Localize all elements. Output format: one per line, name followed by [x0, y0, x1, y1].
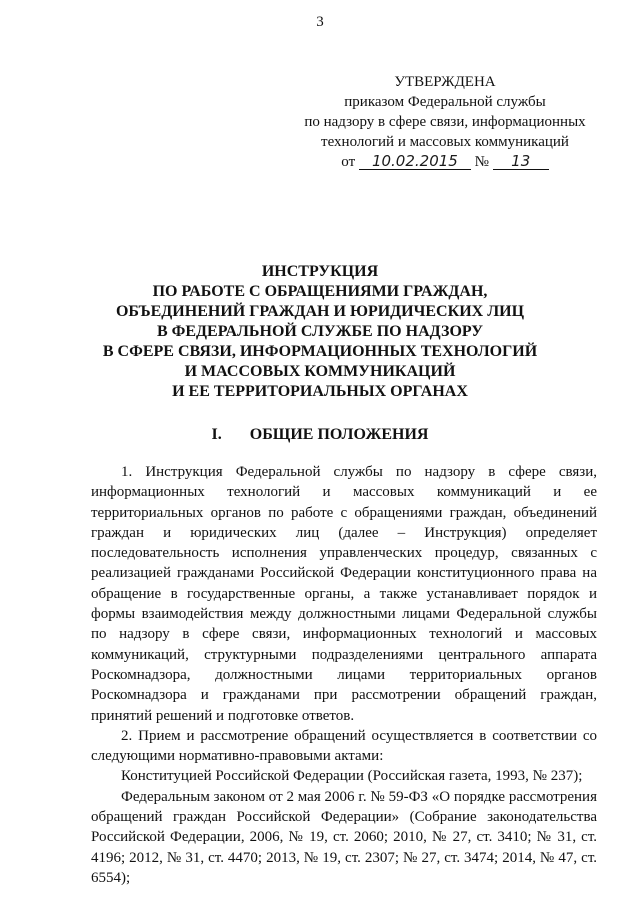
body-text: [91, 462, 597, 888]
approval-line: приказом Федеральной службы: [344, 94, 546, 110]
title-line: В ФЕДЕРАЛЬНОЙ СЛУЖБЕ ПО НАДЗОРУ: [156, 323, 484, 340]
title-line: ПО РАБОТЕ С ОБРАЩЕНИЯМИ ГРАЖДАН,: [152, 283, 488, 300]
approval-line: технологий и массовых коммуникаций: [321, 134, 569, 150]
approval-line: по надзору в сфере связи, информационных: [304, 114, 586, 130]
number-prefix: №: [474, 154, 489, 170]
title-line: ОБЪЕДИНЕНИЙ ГРАЖДАН И ЮРИДИЧЕСКИХ ЛИЦ: [115, 303, 525, 320]
paragraph: Конституцией Российской Федерации (Российская газета, 1993, № 237);: [121, 768, 583, 785]
title-line: ИНСТРУКЦИЯ: [261, 263, 379, 280]
paragraph: Федеральным законом от 2 мая 2006 г. № 59-ФЗ «О порядке рассмотрения обращений граждан Российской Федерации» (Собрание законодательства Российской Федерации, 2006, № 19, ст. 2060; 2010, № 27, ст. 3410; № 31, ст. 4196; 2012, № 31, ст. 4470; 2013, № 19, ст. 2307; № 27, ст. 3474; 2014, № 47, ст. 6554);: [91, 788, 597, 886]
section-title: ОБЩИЕ ПОЛОЖЕНИЯ: [249, 426, 429, 443]
paragraph: 2. Прием и рассмотрение обращений осуществляется в соответствии со следующими нормативно-правовыми актами:: [91, 727, 597, 765]
page-number: 3: [316, 14, 324, 30]
handwritten-number: 13: [493, 153, 549, 170]
paragraph: 1. Инструкция Федеральной службы по надзору в сфере связи, информационных технологий и массовых коммуникаций и ее территориальных органов по работе с обращениями граждан, объединений граждан и юридических лиц (далее – Инструкция) определяет последовательность исполнения управленческих процедур, связанных с реализацией гражданами Российской Федерации конституционного права на обращение в государственные органы, а также устанавливает порядок и формы взаимодействия между должностными лицами Федеральной службы по надзору в сфере связи, информационных технологий и массовых коммуникаций, структурными подразделениями центрального аппарата Роскомнадзора, должностными лицами территориальных органов Роскомнадзора и гражданами при рассмотрении обращений граждан, принятий решений и подготовке ответов.: [91, 464, 597, 724]
approval-date-line: [300, 152, 590, 172]
approval-heading: УТВЕРЖДЕНА: [394, 74, 496, 90]
date-prefix: от: [341, 154, 356, 170]
document-title: [0, 262, 640, 402]
title-line: И МАССОВЫХ КОММУНИКАЦИЙ: [184, 363, 456, 380]
handwritten-date: 10.02.2015: [359, 153, 471, 170]
approval-block: [300, 72, 590, 172]
title-line: И ЕЕ ТЕРРИТОРИАЛЬНЫХ ОРГАНАХ: [172, 383, 468, 400]
section-heading: [0, 426, 640, 444]
section-number: I.: [211, 426, 222, 443]
title-line: В СФЕРЕ СВЯЗИ, ИНФОРМАЦИОННЫХ ТЕХНОЛОГИЙ: [102, 343, 538, 360]
